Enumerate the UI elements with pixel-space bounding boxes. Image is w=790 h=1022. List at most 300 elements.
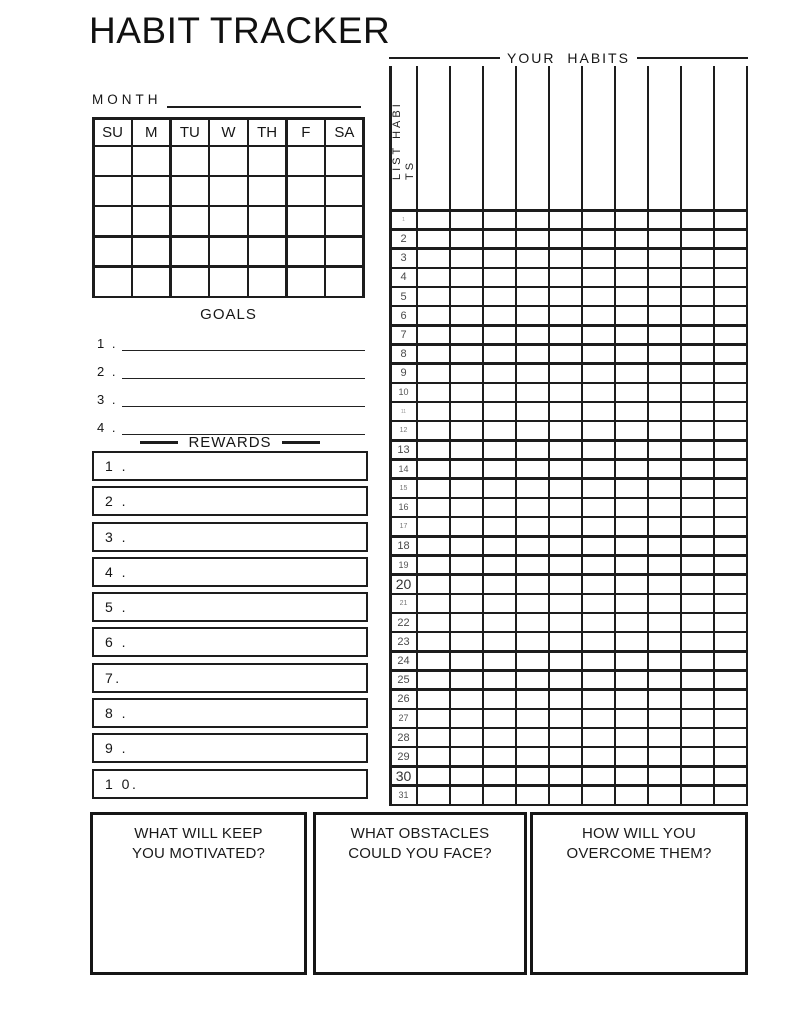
habit-check-cell <box>451 384 482 401</box>
habit-check-cell <box>583 250 614 267</box>
habit-check-cell <box>715 384 746 401</box>
day-row-number-cell <box>392 327 416 344</box>
reward-number: 9 . <box>105 740 129 757</box>
habit-check-cell <box>649 595 680 612</box>
calendar-day-cell <box>326 147 362 175</box>
weekday-header-cell: TU <box>172 120 208 145</box>
habit-check-cell <box>484 557 515 574</box>
day-number: 3 <box>400 252 407 265</box>
day-number: 1 <box>402 216 405 223</box>
day-number: 27 <box>398 713 409 724</box>
day-row-number-cell <box>392 787 416 804</box>
day-number: 21 <box>399 599 408 607</box>
habit-check-cell <box>451 403 482 420</box>
habit-check-cell <box>583 480 614 497</box>
habit-name-column-cell <box>583 66 614 209</box>
day-row-number-cell <box>392 518 416 535</box>
day-number: 4 <box>400 271 407 284</box>
habit-check-cell <box>550 729 581 746</box>
habit-check-cell <box>682 787 713 804</box>
calendar-day-cell <box>133 177 169 205</box>
habit-check-cell <box>484 250 515 267</box>
habit-check-cell <box>517 691 548 708</box>
habit-check-cell <box>715 768 746 785</box>
habit-check-cell <box>715 365 746 382</box>
habit-name-column-cell <box>451 66 482 209</box>
habit-check-cell <box>550 231 581 248</box>
month-field <box>92 92 361 108</box>
habit-check-cell <box>649 442 680 459</box>
habit-check-cell <box>583 288 614 305</box>
habit-check-cell <box>715 653 746 670</box>
habit-check-cell <box>517 346 548 363</box>
habit-check-cell <box>418 269 449 286</box>
habit-check-cell <box>484 480 515 497</box>
habit-check-cell <box>550 461 581 478</box>
habit-check-cell <box>616 653 647 670</box>
habit-check-cell <box>550 748 581 765</box>
habit-check-cell <box>649 212 680 229</box>
day-row-number-cell <box>392 748 416 765</box>
rewards-left-dash <box>140 441 178 444</box>
habit-check-cell <box>418 250 449 267</box>
habit-check-cell <box>616 768 647 785</box>
reward-box <box>92 592 368 622</box>
day-row-number-cell <box>392 729 416 746</box>
habit-check-cell <box>517 288 548 305</box>
habit-check-cell <box>583 710 614 727</box>
habit-check-cell <box>550 365 581 382</box>
habit-check-cell <box>682 576 713 593</box>
habit-check-cell <box>715 307 746 324</box>
day-number: 24 <box>397 654 410 667</box>
habit-check-cell <box>682 231 713 248</box>
rewards-right-dash <box>282 441 320 444</box>
habit-check-cell <box>484 307 515 324</box>
habit-check-cell <box>583 327 614 344</box>
habit-check-cell <box>517 768 548 785</box>
habit-check-cell <box>649 576 680 593</box>
habit-check-cell <box>616 461 647 478</box>
habit-check-cell <box>418 691 449 708</box>
habit-check-cell <box>517 499 548 516</box>
reward-number: 6 . <box>105 634 129 651</box>
habit-check-cell <box>451 250 482 267</box>
habit-check-cell <box>550 327 581 344</box>
habit-check-cell <box>682 327 713 344</box>
habit-check-cell <box>616 231 647 248</box>
habit-check-cell <box>715 691 746 708</box>
habit-check-cell <box>484 384 515 401</box>
calendar-day-cell <box>288 177 324 205</box>
day-number: 29 <box>397 750 410 763</box>
habit-check-cell <box>484 288 515 305</box>
habit-check-cell <box>451 499 482 516</box>
goal-item <box>92 382 365 407</box>
habit-check-cell <box>418 710 449 727</box>
habit-check-cell <box>418 653 449 670</box>
day-row-number-cell <box>392 768 416 785</box>
habit-check-cell <box>418 499 449 516</box>
habit-check-cell <box>649 614 680 631</box>
habit-check-cell <box>550 538 581 555</box>
habit-check-cell <box>484 269 515 286</box>
calendar-day-cell <box>249 268 285 296</box>
habit-check-cell <box>451 538 482 555</box>
rewards-list <box>92 451 368 799</box>
habit-check-cell <box>484 595 515 612</box>
question-title-line2: COULD YOU FACE? <box>348 845 492 862</box>
habit-check-cell <box>550 346 581 363</box>
habit-check-cell <box>550 595 581 612</box>
habit-check-cell <box>715 231 746 248</box>
habit-check-cell <box>616 442 647 459</box>
habit-check-cell <box>451 212 482 229</box>
habit-check-cell <box>451 729 482 746</box>
habit-check-cell <box>550 672 581 689</box>
habit-check-cell <box>682 288 713 305</box>
habit-check-cell <box>451 614 482 631</box>
habit-check-cell <box>418 346 449 363</box>
habit-check-cell <box>550 269 581 286</box>
calendar-day-cell <box>95 238 131 266</box>
weekday-header-cell: TH <box>249 120 285 145</box>
habit-check-cell <box>649 288 680 305</box>
day-number: 15 <box>399 484 408 492</box>
reward-box <box>92 698 368 728</box>
day-number: 8 <box>400 348 407 361</box>
day-number: 2 <box>400 233 407 245</box>
calendar-day-cell <box>172 207 208 235</box>
reward-box <box>92 486 368 516</box>
goal-item <box>92 326 365 351</box>
habit-check-cell <box>616 557 647 574</box>
day-number: 18 <box>397 539 410 552</box>
habit-check-cell <box>418 231 449 248</box>
habit-check-cell <box>583 231 614 248</box>
habit-check-cell <box>517 748 548 765</box>
habit-check-cell <box>583 691 614 708</box>
habit-check-cell <box>715 614 746 631</box>
calendar-day-cell <box>172 147 208 175</box>
habit-check-cell <box>616 576 647 593</box>
day-number: 23 <box>397 635 410 648</box>
habit-check-cell <box>484 442 515 459</box>
habit-check-cell <box>715 557 746 574</box>
habit-check-cell <box>418 614 449 631</box>
day-number: 19 <box>398 560 409 571</box>
habit-check-cell <box>616 307 647 324</box>
habit-check-cell <box>484 403 515 420</box>
habit-check-cell <box>418 442 449 459</box>
habit-check-cell <box>517 595 548 612</box>
habit-check-cell <box>649 250 680 267</box>
habit-check-cell <box>484 633 515 650</box>
habit-check-cell <box>649 422 680 439</box>
day-row-number-cell <box>392 403 416 420</box>
habit-check-cell <box>682 710 713 727</box>
habit-check-cell <box>451 288 482 305</box>
habit-check-cell <box>517 403 548 420</box>
habit-check-cell <box>550 710 581 727</box>
calendar-day-cell <box>249 147 285 175</box>
question-box <box>313 812 527 975</box>
habit-check-cell <box>550 212 581 229</box>
habit-name-column-cell <box>418 66 449 209</box>
habit-check-cell <box>616 614 647 631</box>
habit-check-cell <box>550 653 581 670</box>
goal-input-line <box>122 421 365 435</box>
habit-check-cell <box>418 288 449 305</box>
habit-check-cell <box>550 384 581 401</box>
goal-input-line <box>122 337 365 351</box>
habit-check-cell <box>484 768 515 785</box>
reward-box <box>92 557 368 587</box>
habit-check-cell <box>583 346 614 363</box>
reward-box <box>92 522 368 552</box>
goals-title: GOALS <box>200 306 257 323</box>
habit-check-cell <box>484 576 515 593</box>
habit-check-cell <box>517 384 548 401</box>
habit-check-cell <box>583 672 614 689</box>
habit-check-cell <box>715 672 746 689</box>
habit-check-cell <box>517 212 548 229</box>
habit-check-cell <box>715 269 746 286</box>
habit-check-cell <box>682 212 713 229</box>
calendar-day-cell <box>210 268 246 296</box>
habit-check-cell <box>649 538 680 555</box>
goals-list <box>92 326 365 435</box>
calendar-day-cell <box>133 268 169 296</box>
habit-check-cell <box>616 729 647 746</box>
day-number: 28 <box>397 731 410 744</box>
day-row-number-cell <box>392 614 416 631</box>
habit-check-cell <box>418 595 449 612</box>
habit-check-cell <box>682 384 713 401</box>
habit-check-cell <box>583 576 614 593</box>
habit-check-cell <box>550 691 581 708</box>
day-number: 22 <box>397 616 410 629</box>
day-row-number-cell <box>392 691 416 708</box>
goals-section <box>92 306 365 435</box>
calendar-day-cell <box>95 268 131 296</box>
habit-check-cell <box>682 672 713 689</box>
habit-check-cell <box>649 672 680 689</box>
reward-box <box>92 769 368 799</box>
habit-check-cell <box>583 614 614 631</box>
habit-check-cell <box>715 346 746 363</box>
habit-check-cell <box>451 307 482 324</box>
habit-check-cell <box>550 787 581 804</box>
month-label: MONTH <box>92 92 162 107</box>
habit-check-cell <box>649 384 680 401</box>
habit-check-cell <box>715 422 746 439</box>
habit-check-cell <box>682 403 713 420</box>
habit-check-cell <box>550 576 581 593</box>
habit-name-column-cell <box>517 66 548 209</box>
habit-check-cell <box>451 653 482 670</box>
calendar-day-cell <box>95 177 131 205</box>
habit-check-cell <box>583 269 614 286</box>
day-row-number-cell <box>392 499 416 516</box>
habit-check-cell <box>550 288 581 305</box>
habit-name-column-cell <box>682 66 713 209</box>
habit-check-cell <box>583 365 614 382</box>
question-title-line1: HOW WILL YOU <box>581 825 697 842</box>
habit-check-cell <box>616 787 647 804</box>
calendar-day-cell <box>249 238 285 266</box>
reward-number: 4 . <box>105 563 129 580</box>
habit-check-cell <box>715 499 746 516</box>
calendar-day-cell <box>326 207 362 235</box>
habit-check-cell <box>484 231 515 248</box>
habit-check-cell <box>451 461 482 478</box>
habit-check-cell <box>715 787 746 804</box>
day-number: 12 <box>399 427 408 435</box>
habit-check-cell <box>682 768 713 785</box>
month-input-line <box>167 92 362 108</box>
habit-check-cell <box>715 442 746 459</box>
reward-box <box>92 627 368 657</box>
habit-check-cell <box>451 576 482 593</box>
habit-check-cell <box>715 710 746 727</box>
habit-check-cell <box>616 365 647 382</box>
habits-title-right-line <box>637 57 748 60</box>
weekday-header-cell: SA <box>326 120 362 145</box>
habit-check-cell <box>451 231 482 248</box>
habit-check-cell <box>682 250 713 267</box>
day-number: 31 <box>398 790 409 801</box>
calendar-day-cell <box>133 207 169 235</box>
habit-check-cell <box>583 729 614 746</box>
reward-number: 3 . <box>105 528 129 545</box>
calendar-day-cell <box>172 268 208 296</box>
habit-check-cell <box>550 250 581 267</box>
habit-check-cell <box>484 327 515 344</box>
calendar-day-cell <box>172 177 208 205</box>
habit-name-column-cell <box>649 66 680 209</box>
calendar-day-cell <box>249 177 285 205</box>
habit-check-cell <box>418 480 449 497</box>
habit-check-cell <box>583 442 614 459</box>
habit-check-cell <box>583 595 614 612</box>
day-row-number-cell <box>392 231 416 248</box>
habit-check-cell <box>583 499 614 516</box>
day-row-number-cell <box>392 538 416 555</box>
day-number: 14 <box>398 464 409 475</box>
habit-check-cell <box>583 787 614 804</box>
habit-check-cell <box>583 212 614 229</box>
habit-check-cell <box>682 346 713 363</box>
habit-check-cell <box>418 787 449 804</box>
habit-check-cell <box>517 269 548 286</box>
habit-check-cell <box>616 327 647 344</box>
habit-check-cell <box>583 538 614 555</box>
habit-check-cell <box>616 710 647 727</box>
habit-check-cell <box>616 346 647 363</box>
calendar-day-cell <box>326 238 362 266</box>
habit-check-cell <box>715 538 746 555</box>
habit-check-cell <box>649 748 680 765</box>
habit-check-cell <box>484 518 515 535</box>
habit-check-cell <box>649 461 680 478</box>
habit-check-cell <box>583 461 614 478</box>
habit-check-cell <box>649 653 680 670</box>
habit-check-cell <box>517 365 548 382</box>
habit-check-cell <box>550 518 581 535</box>
habit-check-cell <box>682 442 713 459</box>
habit-check-cell <box>418 672 449 689</box>
habit-check-cell <box>517 653 548 670</box>
habit-check-cell <box>517 461 548 478</box>
habit-check-cell <box>550 633 581 650</box>
habit-check-cell <box>550 442 581 459</box>
habit-check-cell <box>583 633 614 650</box>
reward-box <box>92 733 368 763</box>
habit-check-cell <box>649 768 680 785</box>
calendar-day-cell <box>326 177 362 205</box>
day-row-number-cell <box>392 307 416 324</box>
weekday-header-cell: SU <box>95 120 131 145</box>
habit-check-cell <box>451 346 482 363</box>
habits-corner-cell <box>392 66 416 209</box>
habit-check-cell <box>517 538 548 555</box>
habit-check-cell <box>649 480 680 497</box>
habit-check-cell <box>484 672 515 689</box>
habit-name-column-cell <box>550 66 581 209</box>
day-row-number-cell <box>392 384 416 401</box>
habit-check-cell <box>451 269 482 286</box>
goal-input-line <box>122 365 365 379</box>
habit-check-cell <box>517 250 548 267</box>
habit-check-cell <box>616 672 647 689</box>
habit-check-cell <box>649 307 680 324</box>
calendar-day-cell <box>288 207 324 235</box>
habit-check-cell <box>715 461 746 478</box>
habit-name-column-cell <box>484 66 515 209</box>
day-number: 25 <box>397 674 410 687</box>
habit-check-cell <box>451 365 482 382</box>
habit-check-cell <box>418 212 449 229</box>
day-number: 5 <box>400 290 407 303</box>
habit-check-cell <box>583 653 614 670</box>
goal-number: 3 . <box>97 392 118 407</box>
habit-check-cell <box>517 576 548 593</box>
day-row-number-cell <box>392 442 416 459</box>
day-number: 16 <box>398 502 409 513</box>
habit-check-cell <box>550 557 581 574</box>
habit-check-cell <box>583 384 614 401</box>
habit-check-cell <box>715 212 746 229</box>
habit-name-column-cell <box>616 66 647 209</box>
habit-check-cell <box>682 729 713 746</box>
habit-check-cell <box>517 633 548 650</box>
calendar-day-cell <box>210 207 246 235</box>
habit-check-cell <box>517 327 548 344</box>
habits-title-left-line <box>389 57 500 60</box>
habit-check-cell <box>682 365 713 382</box>
day-number: 17 <box>399 523 408 531</box>
habit-check-cell <box>616 403 647 420</box>
habit-check-cell <box>517 729 548 746</box>
day-row-number-cell <box>392 672 416 689</box>
habit-check-cell <box>649 365 680 382</box>
calendar-day-cell <box>288 147 324 175</box>
habit-check-cell <box>649 231 680 248</box>
habit-check-cell <box>583 768 614 785</box>
habit-check-cell <box>517 518 548 535</box>
habit-check-cell <box>451 672 482 689</box>
